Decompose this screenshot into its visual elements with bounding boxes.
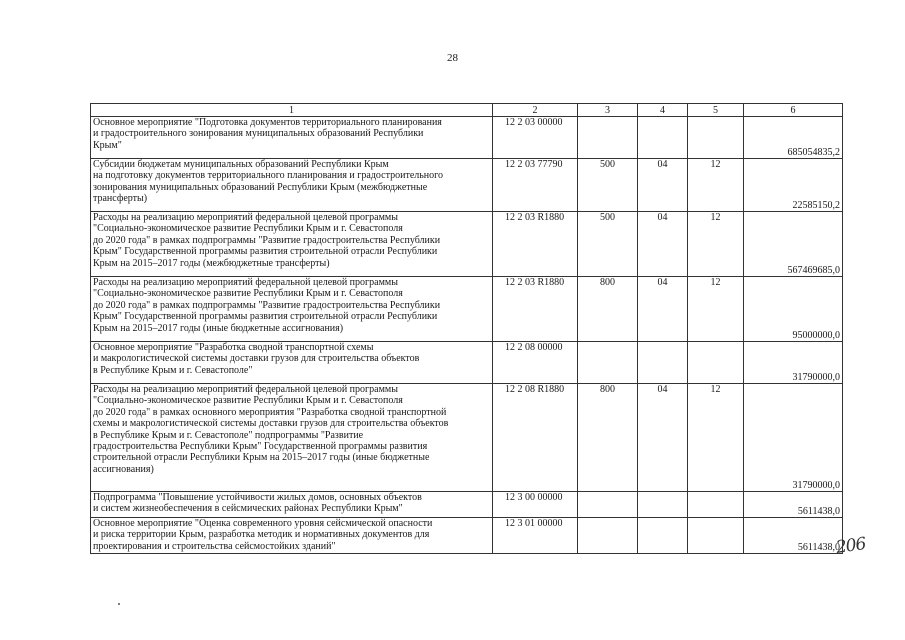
row-subsection: 12	[688, 159, 744, 212]
table-row	[91, 212, 843, 277]
row-target-article: 12 3 01 00000	[493, 518, 578, 554]
row-section: 04	[638, 159, 688, 212]
row-name: Основное мероприятие "Оценка современного уровня сейсмической опасности и риска территории Крым, разработка методик и нормативных документов для проектирования и строительства сейсмостойких зданий"	[91, 518, 493, 554]
table-row	[91, 518, 843, 554]
row-target-article: 12 3 00 00000	[493, 492, 578, 518]
row-subsection: 12	[688, 277, 744, 342]
table-row	[91, 277, 843, 342]
row-subsection	[688, 342, 744, 384]
row-amount: 31790000,0	[744, 342, 843, 384]
column-header-6: 6	[744, 104, 843, 117]
row-name: Подпрограмма "Повышение устойчивости жилых домов, основных объектов и систем жизнеобеспечения в сейсмических районах Республики Крым"	[91, 492, 493, 518]
budget-table	[90, 103, 843, 554]
row-target-article: 12 2 03 00000	[493, 117, 578, 159]
row-section: 04	[638, 384, 688, 492]
row-target-article: 12 2 08 00000	[493, 342, 578, 384]
row-amount: 685054835,2	[744, 117, 843, 159]
column-header-1: 1	[91, 104, 493, 117]
row-name: Расходы на реализацию мероприятий федеральной целевой программы "Социально-экономическое развитие Республики Крым и г. Севастополя до 2020 года" в рамках подпрограммы "Развитие градостроительства Республики Крым" Государственной программы развития строительной отрасли Республики Крым на 2015–2017 годы (межбюджетные трансферты)	[91, 212, 493, 277]
row-amount: 5611438,0	[744, 492, 843, 518]
row-name: Расходы на реализацию мероприятий федеральной целевой программы "Социально-экономическое развитие Республики Крым и г. Севастополя до 2020 года" в рамках подпрограммы "Развитие градостроительства Республики Крым" Государственной программы развития строительной отрасли Республики Крым на 2015–2017 годы (иные бюджетные ассигнования)	[91, 277, 493, 342]
row-amount: 95000000,0	[744, 277, 843, 342]
row-expense-type: 800	[578, 277, 638, 342]
row-target-article: 12 2 08 R1880	[493, 384, 578, 492]
row-section	[638, 117, 688, 159]
row-name: Основное мероприятие "Подготовка документов территориального планирования и градостроительного зонирования муниципальных образований Республики Крым"	[91, 117, 493, 159]
row-name: Субсидии бюджетам муниципальных образований Республики Крым на подготовку документов территориального планирования и градостроительного зонирования муниципальных образований Республики Крым (межбюджетные трансферты)	[91, 159, 493, 212]
table-row	[91, 384, 843, 492]
row-subsection: 12	[688, 212, 744, 277]
column-header-4: 4	[638, 104, 688, 117]
table-row	[91, 117, 843, 159]
row-target-article: 12 2 03 R1880	[493, 212, 578, 277]
row-subsection	[688, 117, 744, 159]
row-amount: 22585150,2	[744, 159, 843, 212]
row-expense-type	[578, 117, 638, 159]
row-expense-type: 500	[578, 212, 638, 277]
row-target-article: 12 2 03 R1880	[493, 277, 578, 342]
page-number: 28	[447, 52, 458, 64]
row-amount: 5611438,0	[744, 518, 843, 554]
row-section	[638, 492, 688, 518]
table-row	[91, 342, 843, 384]
row-amount: 31790000,0	[744, 384, 843, 492]
row-section: 04	[638, 212, 688, 277]
row-target-article: 12 2 03 77790	[493, 159, 578, 212]
row-expense-type: 500	[578, 159, 638, 212]
column-header-5: 5	[688, 104, 744, 117]
table-row	[91, 159, 843, 212]
row-expense-type	[578, 492, 638, 518]
column-header-3: 3	[578, 104, 638, 117]
table-row	[91, 492, 843, 518]
row-section	[638, 518, 688, 554]
row-subsection: 12	[688, 384, 744, 492]
table-header-row	[91, 104, 843, 117]
row-section: 04	[638, 277, 688, 342]
row-subsection	[688, 518, 744, 554]
handwritten-page-number: 206	[834, 534, 867, 558]
row-amount: 567469685,0	[744, 212, 843, 277]
row-expense-type	[578, 342, 638, 384]
row-name: Расходы на реализацию мероприятий федеральной целевой программы "Социально-экономическое развитие Республики Крым и г. Севастополя до 2020 года" в рамках основного мероприятия "Разработка сводной транспортной схемы и макрологистической системы доставки грузов для строительства объектов в Республике Крым и г. Севастополе" подпрограммы "Развитие градостроительства Республики Крым" Государственной программы развития строительной отрасли Республики Крым на 2015–2017 годы (иные бюджетные ассигнования)	[91, 384, 493, 492]
row-expense-type: 800	[578, 384, 638, 492]
row-section	[638, 342, 688, 384]
row-name: Основное мероприятие "Разработка сводной транспортной схемы и макрологистической системы доставки грузов для строительства объектов в Республике Крым и г. Севастополе"	[91, 342, 493, 384]
scan-speck	[118, 603, 120, 605]
column-header-2: 2	[493, 104, 578, 117]
row-expense-type	[578, 518, 638, 554]
row-subsection	[688, 492, 744, 518]
